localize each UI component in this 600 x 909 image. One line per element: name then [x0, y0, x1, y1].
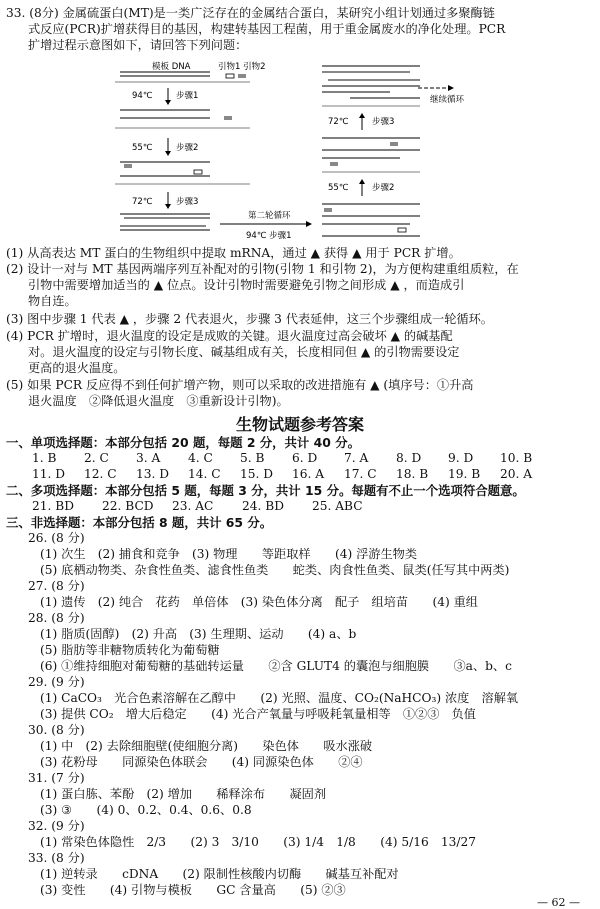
q26-line1: (1) 次生 (2) 捕食和竞争 (3) 物理 等距取样 (4) 浮游生物类	[40, 547, 418, 561]
template-dna-label: 模板 DNA	[152, 62, 191, 72]
answer-item: 16. A	[292, 467, 325, 481]
answers-title: 生物试题参考答案	[235, 415, 364, 434]
q30-header: 30. (8 分)	[28, 723, 85, 737]
q31-header: 31. (7 分)	[28, 771, 85, 785]
answer-item: 24. BD	[242, 499, 284, 513]
q29-header: 29. (9 分)	[28, 675, 85, 689]
second-cycle-temp: 94℃ 步骤1	[246, 231, 292, 241]
q33-sub2b: 引物中需要增加适当的 ▲ 位点。设计引物时需要避免引物之间形成 ▲ ，而造成引	[28, 278, 465, 292]
right-step3-label: 步骤3	[372, 117, 395, 127]
answer-item: 8. D	[396, 451, 422, 465]
q33-sub4c: 更高的退火温度。	[28, 361, 126, 375]
second-cycle-label: 第二轮循环	[248, 211, 291, 221]
q26-line2: (5) 底栖动物类、杂食性鱼类、滤食性鱼类 蛇类、肉食性鱼类、鼠类(任写其中两类)	[40, 563, 510, 577]
q28-line2: (5) 脂肪等非糖物质转化为葡萄糖	[40, 643, 220, 657]
step3-label: 步骤3	[176, 197, 199, 207]
q33-sub3: (3) 图中步骤 1 代表 ▲ ，步骤 2 代表退火，步骤 3 代表延伸，这三个步骤组成一轮循环。	[6, 312, 493, 326]
q33-sub2c: 物自连。	[28, 294, 77, 308]
q27-line1: (1) 遗传 (2) 纯合 花药 单倍体 (3) 染色体分离 配子 组培苗 (4) 重组	[40, 595, 478, 609]
q29-line2: (3) 提供 CO₂ 增大后稳定 (4) 光合产氧量与呼吸耗氧量相等 ①②③ 负值	[40, 707, 476, 721]
step1-temp: 94℃	[132, 91, 153, 101]
q28-line3: (6) ①维持细胞对葡萄糖的基础转运量 ②含 GLUT4 的囊泡与细胞膜 ③a、b、c	[40, 659, 512, 673]
q33-sub5a: (5) 如果 PCR 反应得不到任何扩增产物，则可以采取的改进措施有 ▲ (填序号：①升高	[6, 378, 474, 392]
primer-label: 引物1 引物2	[218, 62, 266, 72]
q28-header: 28. (8 分)	[28, 611, 85, 625]
q30-line1: (1) 中 (2) 去除细胞壁(使细胞分离) 染色体 吸水涨破	[40, 739, 373, 753]
sec2-row	[32, 499, 382, 514]
q33-sub1: (1) 从高表达 MT 蛋白的生物组织中提取 mRNA，通过 ▲ 获得 ▲ 用于 PCR 扩增。	[6, 246, 461, 260]
answer-item: 17. C	[344, 467, 377, 481]
q33-ans-line1: (1) 逆转录 cDNA (2) 限制性核酸内切酶 碱基互补配对	[40, 867, 399, 881]
answer-item: 7. A	[344, 451, 369, 465]
q33-sub4a: (4) PCR 扩增时，退火温度的设定是成败的关键。退火温度过高会破坏 ▲ 的碱基配	[6, 329, 453, 343]
answer-item: 12. C	[84, 467, 117, 481]
answer-item: 6. D	[292, 451, 318, 465]
q29-line1: (1) CaCO₃ 光合色素溶解在乙醇中 (2) 光照、温度、CO₂(NaHCO₃) 浓度 溶解氧	[40, 691, 519, 705]
step3-temp: 72℃	[132, 197, 153, 207]
q33-sub5b: 退火温度 ②降低退火温度 ③重新设计引物)。	[28, 394, 289, 408]
q33-ans-header: 33. (8 分)	[28, 851, 85, 865]
answer-item: 2. C	[84, 451, 109, 465]
step2-temp: 55℃	[132, 143, 153, 153]
q32-line1: (1) 常染色体隐性 2/3 (2) 3 3/10 (3) 1/4 1/8 (4) 5/16 13/27	[40, 835, 477, 849]
q28-line1: (1) 脂质(固醇) (2) 升高 (3) 生理期、运动 (4) a、b	[40, 627, 357, 641]
q32-header: 32. (9 分)	[28, 819, 85, 833]
q33-line3: 扩增过程示意图如下，请回答下列问题：	[28, 38, 248, 52]
answer-item: 9. D	[448, 451, 474, 465]
q26-header: 26. (8 分)	[28, 531, 85, 545]
answer-item: 15. D	[240, 467, 274, 481]
q33-line1: 33. (8分) 金属硫蛋白(MT)是一类广泛存在的金属结合蛋白，某研究小组计划通过多聚酶链	[6, 6, 495, 20]
answer-item: 10. B	[500, 451, 533, 465]
right-step2-label: 步骤2	[372, 183, 395, 193]
q33-ans-line2: (3) 变性 (4) 引物与模板 GC 含量高 (5) ②③	[40, 883, 346, 897]
q33-sub2a: (2) 设计一对与 MT 基因两端序列互补配对的引物(引物 1 和引物 2)，为方便构建重组质粒，在	[6, 262, 519, 276]
answer-item: 3. A	[136, 451, 161, 465]
continue-cycle-label: 继续循环	[430, 95, 465, 105]
sec1-row1	[32, 451, 552, 466]
q33-line2: 式反应(PCR)扩增获得目的基因，构建转基因工程菌，用于重金属废水的净化处理。PCR	[28, 22, 506, 36]
pcr-diagram	[110, 58, 510, 248]
step1-label: 步骤1	[176, 91, 199, 101]
right-step2-temp: 55℃	[328, 183, 349, 193]
q31-line2: (3) ③ (4) 0、0.2、0.4、0.6、0.8	[40, 803, 252, 817]
step2-label: 步骤2	[176, 143, 199, 153]
answer-item: 5. B	[240, 451, 265, 465]
answer-item: 1. B	[32, 451, 57, 465]
answer-item: 25. ABC	[312, 499, 363, 513]
answer-item: 19. B	[448, 467, 481, 481]
sec1-row2	[32, 467, 552, 482]
right-step3-temp: 72℃	[328, 117, 349, 127]
sec3-header: 三、非选择题：本部分包括 8 题，共计 65 分。	[6, 515, 273, 530]
answer-item: 18. B	[396, 467, 429, 481]
answer-item: 11. D	[32, 467, 66, 481]
answer-item: 13. D	[136, 467, 170, 481]
q30-line2: (3) 花粉母 同源染色体联会 (4) 同源染色体 ②④	[40, 755, 363, 769]
sec1-header: 一、单项选择题：本部分包括 20 题，每题 2 分，共计 40 分。	[6, 435, 360, 450]
answer-item: 21. BD	[32, 499, 74, 513]
q33-sub4b: 对。退火温度的设定与引物长度、碱基组成有关，长度相同但 ▲ 的引物需要设定	[28, 345, 460, 359]
sec2-header: 二、多项选择题：本部分包括 5 题，每题 3 分，共计 15 分。每题有不止一个选项符合题意。	[6, 483, 525, 498]
answer-item: 20. A	[500, 467, 533, 481]
page-number: — 62 —	[537, 896, 580, 909]
answer-item: 14. C	[188, 467, 221, 481]
answer-item: 4. C	[188, 451, 213, 465]
answer-item: 23. AC	[172, 499, 214, 513]
q31-line1: (1) 蛋白胨、苯酚 (2) 增加 稀释涂布 凝固剂	[40, 787, 327, 801]
q27-header: 27. (8 分)	[28, 579, 85, 593]
answer-item: 22. BCD	[102, 499, 154, 513]
